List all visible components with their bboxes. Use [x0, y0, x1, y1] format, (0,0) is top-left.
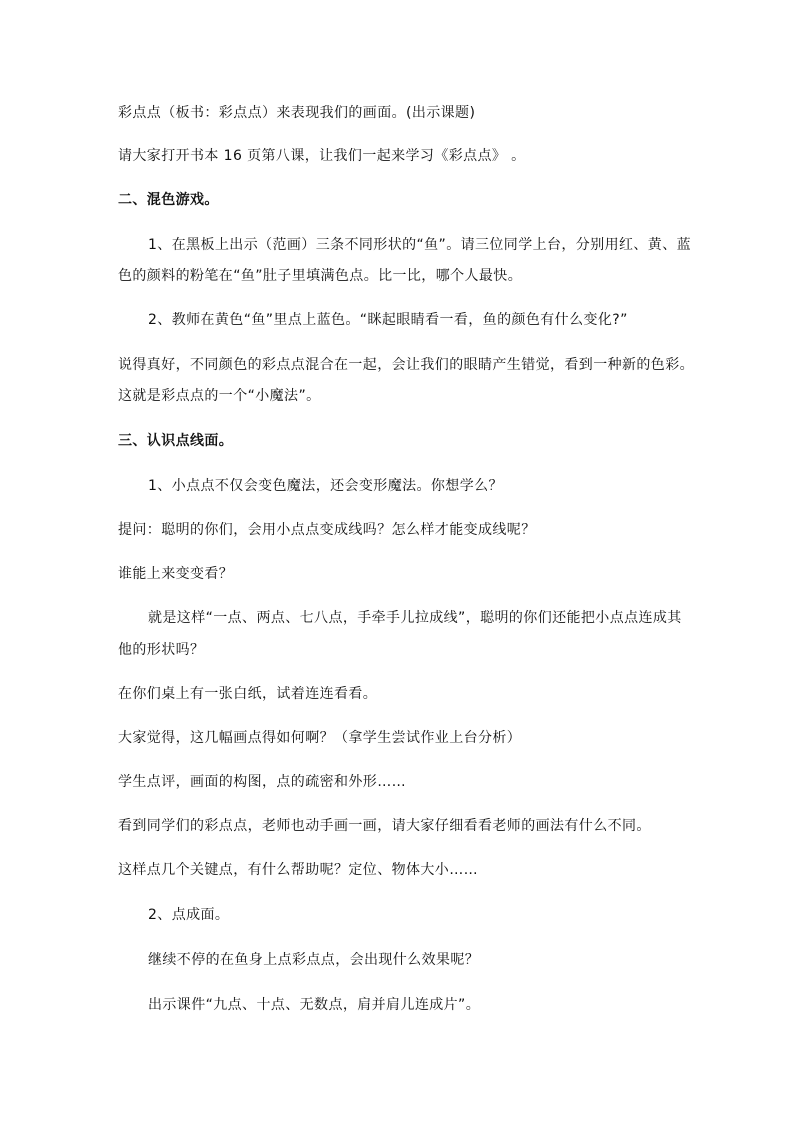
paragraph-student-review: 学生点评，画面的构图，点的疏密和外形…… [118, 774, 406, 790]
paragraph-step-1-line-1: 1、在黑板上出示（范画）三条不同形状的“鱼”。请三位同学上台，分别用红、黄、蓝 [148, 237, 692, 253]
paragraph-point-to-plane: 2、点成面。 [148, 907, 230, 923]
paragraph-teacher-demo: 看到同学们的彩点点，老师也动手画一画，请大家仔细看看老师的画法有什么不同。 [118, 818, 651, 834]
paragraph-illusion-line-1: 说得真好，不同颜色的彩点点混合在一起，会让我们的眼睛产生错觉，看到一种新的色彩。 [118, 357, 694, 373]
section-heading-point-line-plane: 三、认识点线面。 [118, 433, 234, 449]
paragraph-key-points: 这样点几个关键点，有什么帮助呢？定位、物体大小…… [118, 862, 478, 878]
section-heading-color-mixing: 二、混色游戏。 [118, 192, 219, 208]
paragraph-continue-dots: 继续不停的在鱼身上点彩点点，会出现什么效果呢？ [148, 952, 480, 968]
paragraph-open-book: 请大家打开书本 16 页第八课，让我们一起来学习《彩点点》 。 [118, 148, 526, 164]
paragraph-who-can-try: 谁能上来变变看？ [118, 566, 234, 582]
paragraph-rhyme-line-2: 他的形状吗？ [118, 642, 205, 658]
paragraph-analysis: 大家觉得，这几幅画点得如何啊？（拿学生尝试作业上台分析） [118, 730, 522, 746]
paragraph-rhyme-line-1: 就是这样“一点、两点、七八点，手牵手儿拉成线”，聪明的你们还能把小点点连成其 [148, 610, 682, 626]
paragraph-illusion-line-2: 这就是彩点点的一个“小魔法”。 [118, 388, 321, 404]
paragraph-white-paper: 在你们桌上有一张白纸，试着连连看看。 [118, 686, 378, 702]
paragraph-question: 提问：聪明的你们，会用小点点变成线吗？怎么样才能变成线呢？ [118, 522, 536, 538]
paragraph-transform-magic: 1、小点点不仅会变色魔法，还会变形魔法。你想学么？ [148, 478, 503, 494]
paragraph-topic-intro: 彩点点（板书：彩点点）来表现我们的画面。(出示课题) [118, 105, 476, 121]
paragraph-step-1-line-2: 色的颜料的粉笔在“鱼”肚子里填满色点。比一比，哪个人最快。 [118, 268, 523, 284]
paragraph-show-courseware: 出示课件“九点、十点、无数点，肩并肩儿连成片”。 [148, 997, 481, 1013]
paragraph-step-2: 2、教师在黄色“鱼”里点上蓝色。“眯起眼睛看一看，鱼的颜色有什么变化?” [148, 312, 628, 328]
